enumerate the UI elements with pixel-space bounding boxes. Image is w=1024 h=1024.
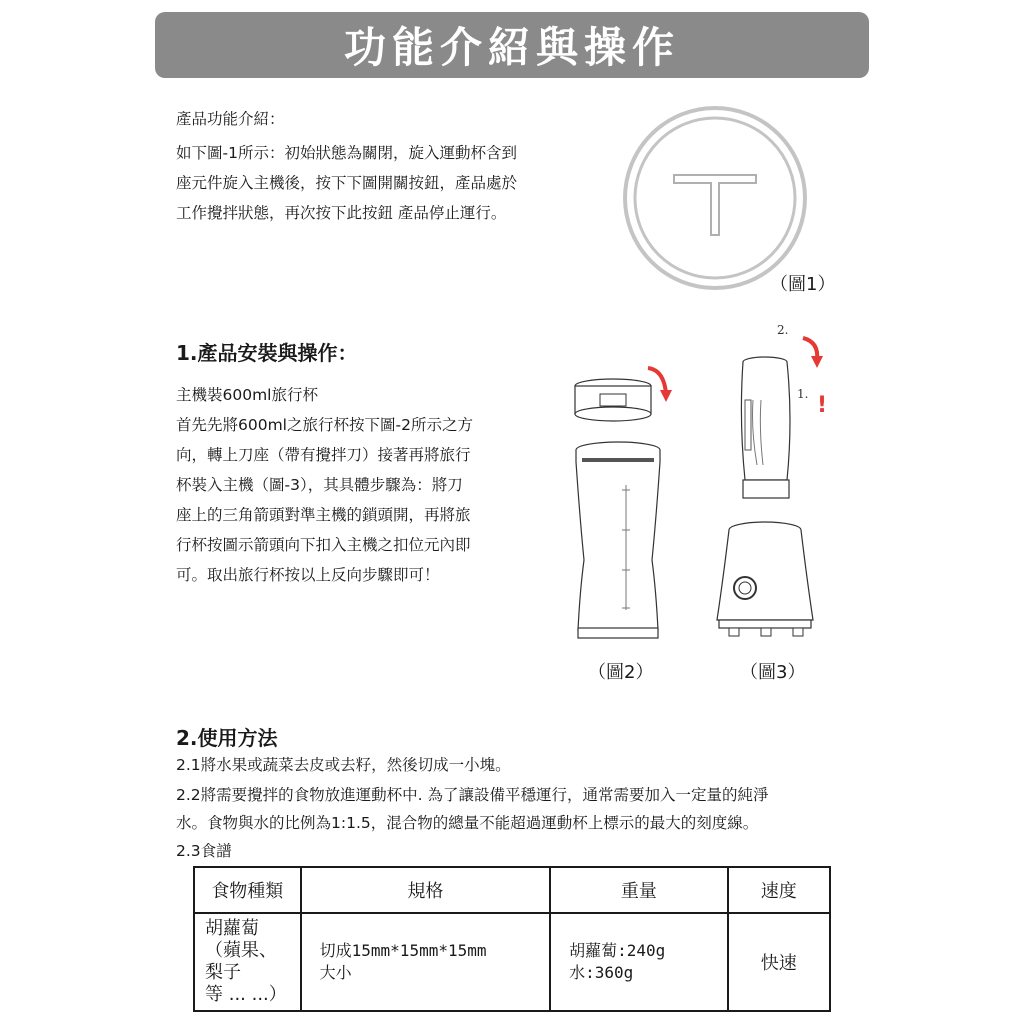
spec-line-1: 切成15mm*15mm*15mm xyxy=(319,941,487,960)
section2-line-1: 2.1將水果或蔬菜去皮或去籽，然後切成一小塊。 xyxy=(176,756,511,774)
header-weight: 重量 xyxy=(550,867,727,913)
twist-arrow-head-icon xyxy=(811,356,823,368)
speed-cell: 快速 xyxy=(728,913,830,1011)
down-push-icon: ! xyxy=(817,393,828,418)
figure2-cup-and-blade xyxy=(560,350,690,650)
spec-line-2: 大小 xyxy=(319,963,352,982)
intro-line-2: 座元件旋入主機後，按下下圖開關按鈕，產品處於 xyxy=(176,174,518,192)
header-speed: 速度 xyxy=(728,867,830,913)
button-inner-ring xyxy=(635,118,795,278)
page-title: 功能介紹與操作 xyxy=(343,23,680,72)
header-bar xyxy=(155,12,869,78)
food-line-3: 等 ... ...） xyxy=(205,984,287,1005)
blade-base-icon xyxy=(575,379,651,421)
travel-cup-icon xyxy=(576,442,660,638)
weight-cell xyxy=(550,913,727,1011)
figure2-label: （圖2） xyxy=(588,662,654,683)
header-spec: 規格 xyxy=(301,867,550,913)
base-power-button-icon xyxy=(734,577,756,599)
figure3-label: （圖3） xyxy=(740,662,806,683)
motor-base-icon xyxy=(717,522,813,636)
section1-line-3: 向，轉上刀座（帶有攪拌刀）接著再將旅行 xyxy=(176,446,471,464)
rotate-arrow-head-icon xyxy=(660,390,672,402)
section1-line-4: 杯裝入主機（圖-3），其具體步驟為：將刀 xyxy=(176,476,463,494)
intro-line-1: 如下圖-1所示：初始狀態為關閉，旋入運動杯含到 xyxy=(176,144,517,162)
section2-line-3: 水。食物與水的比例為1:1.5，混合物的總量不能超過運動杯上標示的最大的刻度線。 xyxy=(176,814,759,832)
section1-line-2: 首先先將600ml之旅行杯按下圖-2所示之方 xyxy=(176,416,473,434)
step1-marker: 1. xyxy=(797,387,809,401)
section1-line-1: 主機裝600ml旅行杯 xyxy=(176,386,318,404)
section2-line-2: 2.2將需要攪拌的食物放進運動杯中. 為了讓設備平穩運行，通常需要加入一定量的純淨 xyxy=(176,786,769,804)
step2-marker: 2. xyxy=(777,323,789,337)
inverted-cup-icon xyxy=(741,357,790,498)
section1-title: 1.產品安裝與操作： xyxy=(176,341,358,365)
section2-line-4: 2.3食譜 xyxy=(176,842,232,860)
weight-line-2: 水:360g xyxy=(569,963,634,982)
section1-line-6: 行杯按圖示箭頭向下扣入主機之扣位元內即 xyxy=(176,536,471,554)
intro-line-3: 工作攪拌狀態，再次按下此按鈕 產品停止運行。 xyxy=(176,204,507,222)
recipe-table xyxy=(193,866,831,1012)
food-line-1: 胡蘿蔔 xyxy=(205,918,259,939)
figure3-assembly xyxy=(705,320,835,645)
header-food-type: 食物種類 xyxy=(194,867,301,913)
table-header-row xyxy=(194,867,830,913)
weight-line-1: 胡蘿蔔:240g xyxy=(569,941,666,960)
section1-line-5: 座上的三角箭頭對準主機的鎖頭開，再將旅 xyxy=(176,506,471,524)
figure1-label: （圖1） xyxy=(770,274,836,295)
spec-cell xyxy=(301,913,550,1011)
food-cell xyxy=(194,913,301,1011)
section2-title: 2.使用方法 xyxy=(176,726,278,750)
power-button-figure xyxy=(622,105,808,291)
intro-heading: 產品功能介紹： xyxy=(176,110,285,128)
section1-line-7: 可。取出旅行杯按以上反向步驟即可！ xyxy=(176,566,440,584)
table-row xyxy=(194,913,830,1011)
food-line-2: （蘋果、梨子 xyxy=(205,940,277,983)
